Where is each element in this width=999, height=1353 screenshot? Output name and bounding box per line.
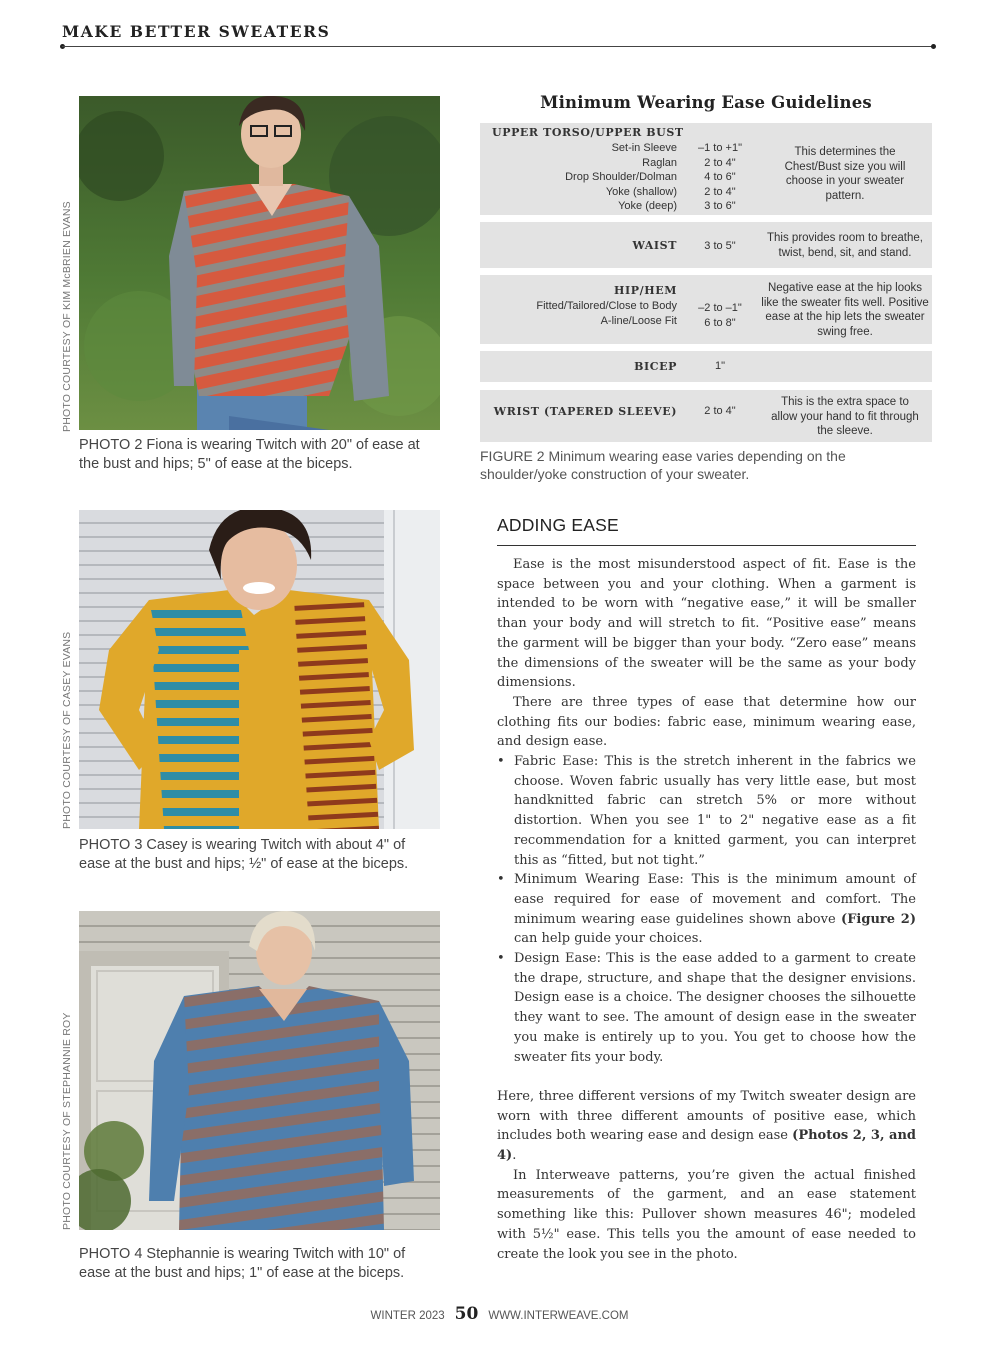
sub-label: Raglan <box>642 156 677 169</box>
values <box>685 141 755 214</box>
section-heading: ADDING EASE <box>497 515 619 535</box>
sub-label: A-line/Loose Fit <box>600 314 677 327</box>
sub-labels <box>477 141 677 214</box>
photo-credit: PHOTO COURTESY OF CASEY EVANS <box>61 631 73 829</box>
row-label: WRIST (TAPERED SLEEVE) <box>493 405 677 418</box>
list-item: • Design Ease: This is the ease added to a garment to create the drape, structure, and shape that the designer envisions. Design ease is a choice. The designer chooses the silhouette they want to see. The amount of design ease in the sweater you make is entirely up to you. You get to choose how the sweater fits your body. <box>497 949 916 1067</box>
row-label: UPPER TORSO/UPPER BUST <box>492 126 684 139</box>
photo-credit: PHOTO COURTESY OF KIM McBRIEN EVANS <box>61 201 73 432</box>
sub-label: Yoke (shallow) <box>605 185 677 198</box>
sub-labels <box>477 299 677 328</box>
ease-value: 1" <box>714 360 726 372</box>
issue-label: WINTER 2023 <box>370 1310 445 1322</box>
table-block-bicep <box>480 351 932 382</box>
ease-value: 2 to 4" <box>704 156 736 169</box>
row-label: HIP/HEM <box>614 284 677 297</box>
row-label: WAIST <box>632 239 677 252</box>
list-item-text: can help guide your choices. <box>514 931 703 947</box>
list-item-text: Minimum Wearing Ease: This is the minimum amount of ease required for ease of movement and comfort. The minimum wearing ease guidelines shown above <box>514 872 916 927</box>
section-rule <box>497 545 916 546</box>
photo-credit: PHOTO COURTESY OF STEPHANNIE ROY <box>61 1012 73 1230</box>
ease-types-list <box>497 752 916 1067</box>
page-number: 50 <box>454 1304 479 1324</box>
paragraph-text: Here, three different versions of my Twitch sweater design are worn with three different amounts of positive ease, which includes both wearing ease and design ease <box>497 1088 916 1144</box>
figure-caption: FIGURE 2 Minimum wearing ease varies depending on the shoulder/yoke construction of your sweater. <box>480 448 846 482</box>
paragraph-text: . <box>512 1148 517 1164</box>
ease-value: 3 to 5" <box>704 240 736 252</box>
photo-reference: (Photos 2, 3, and 4) <box>497 1128 916 1164</box>
page-footer <box>0 1304 999 1324</box>
ease-value: 3 to 6" <box>704 200 736 212</box>
ease-value: 4 to 6" <box>704 171 736 183</box>
paragraph: Ease is the most misunderstood aspect of fit. Ease is the space between you and your clothing. When a garment is intended to be worn with “negative ease,” it will be smaller than your body and will stretch to fit. “Positive ease” means the garment will be bigger than your body. “Zero ease” means the dimensions of the sweater will be the same as your body dimensions. <box>497 557 916 691</box>
sub-label: Drop Shoulder/Dolman <box>565 171 677 183</box>
photo-stephannie <box>79 911 440 1230</box>
row-note: This determines the Chest/Bust size you will choose in your sweater pattern. <box>784 146 906 202</box>
ease-value: 6 to 8" <box>704 316 736 329</box>
ease-value: 2 to 4" <box>704 185 736 198</box>
ease-value: 2 to 4" <box>704 405 736 417</box>
ease-value: –2 to –1" <box>698 302 742 314</box>
paragraph <box>497 1087 916 1166</box>
website-link[interactable]: WWW.INTERWEAVE.COM <box>488 1310 629 1322</box>
sub-label: Set-in Sleeve <box>611 142 677 154</box>
figure-reference: (Figure 2) <box>841 911 917 927</box>
paragraph-gap <box>497 1067 916 1087</box>
sub-label: Fitted/Tailored/Close to Body <box>536 300 677 312</box>
ease-value: –1 to +1" <box>698 142 742 154</box>
table-block-hip <box>480 275 932 344</box>
list-item: • Fabric Ease: This is the stretch inherent in the fabrics we choose. Woven fabric usually has very little ease, but most handknitted fabric can stretch 5% or more without distortion. When you see 1" to 2" negative ease as a fit recommendation for a knitted garment, you can interpret this as “fitted, but not tight.” <box>497 752 916 870</box>
header-rule <box>62 46 934 47</box>
photo-casey <box>79 510 440 829</box>
photo-fiona <box>79 96 440 430</box>
photo-caption: PHOTO 4 Stephannie is wearing Twitch with 10" of ease at the bust and hips; 1" of ease at the biceps. <box>79 1246 406 1281</box>
sub-label: Yoke (deep) <box>618 200 677 212</box>
row-note: This is the extra space to allow your hand to fit through the sleeve. <box>771 396 919 437</box>
table-block-upper-torso <box>480 123 932 215</box>
values <box>685 301 755 330</box>
photo-caption: PHOTO 3 Casey is wearing Twitch with about 4" of ease at the bust and hips; ½" of ease at the biceps. <box>79 837 409 872</box>
row-label: BICEP <box>634 360 677 373</box>
table-block-waist <box>480 222 932 268</box>
photo-caption: PHOTO 2 Fiona is wearing Twitch with 20" of ease at the bust and hips; 5" of ease at the biceps. <box>79 437 420 472</box>
running-header: MAKE BETTER SWEATERS <box>62 22 331 41</box>
row-note: This provides room to breathe, twist, bend, sit, and stand. <box>767 232 923 259</box>
list-item <box>497 870 916 949</box>
paragraph: In Interweave patterns, you’re given the actual finished measurements of the garment, and an ease statement something like this: Pullover shown measures 46"; modeled with 5½" ease. This tells you the amount of ease needed to create the look you see in the photo. <box>497 1167 916 1262</box>
paragraph: There are three types of ease that determine how our clothing fits our bodies: fabric ease, minimum wearing ease, and design ease. <box>497 694 916 750</box>
article-body <box>497 555 916 1264</box>
table-title: Minimum Wearing Ease Guidelines <box>540 93 872 112</box>
row-note: Negative ease at the hip looks like the sweater fits well. Positive ease at the hip lets the sweater swing free. <box>761 282 929 338</box>
rule-end-dot <box>931 44 936 49</box>
table-block-wrist <box>480 390 932 442</box>
